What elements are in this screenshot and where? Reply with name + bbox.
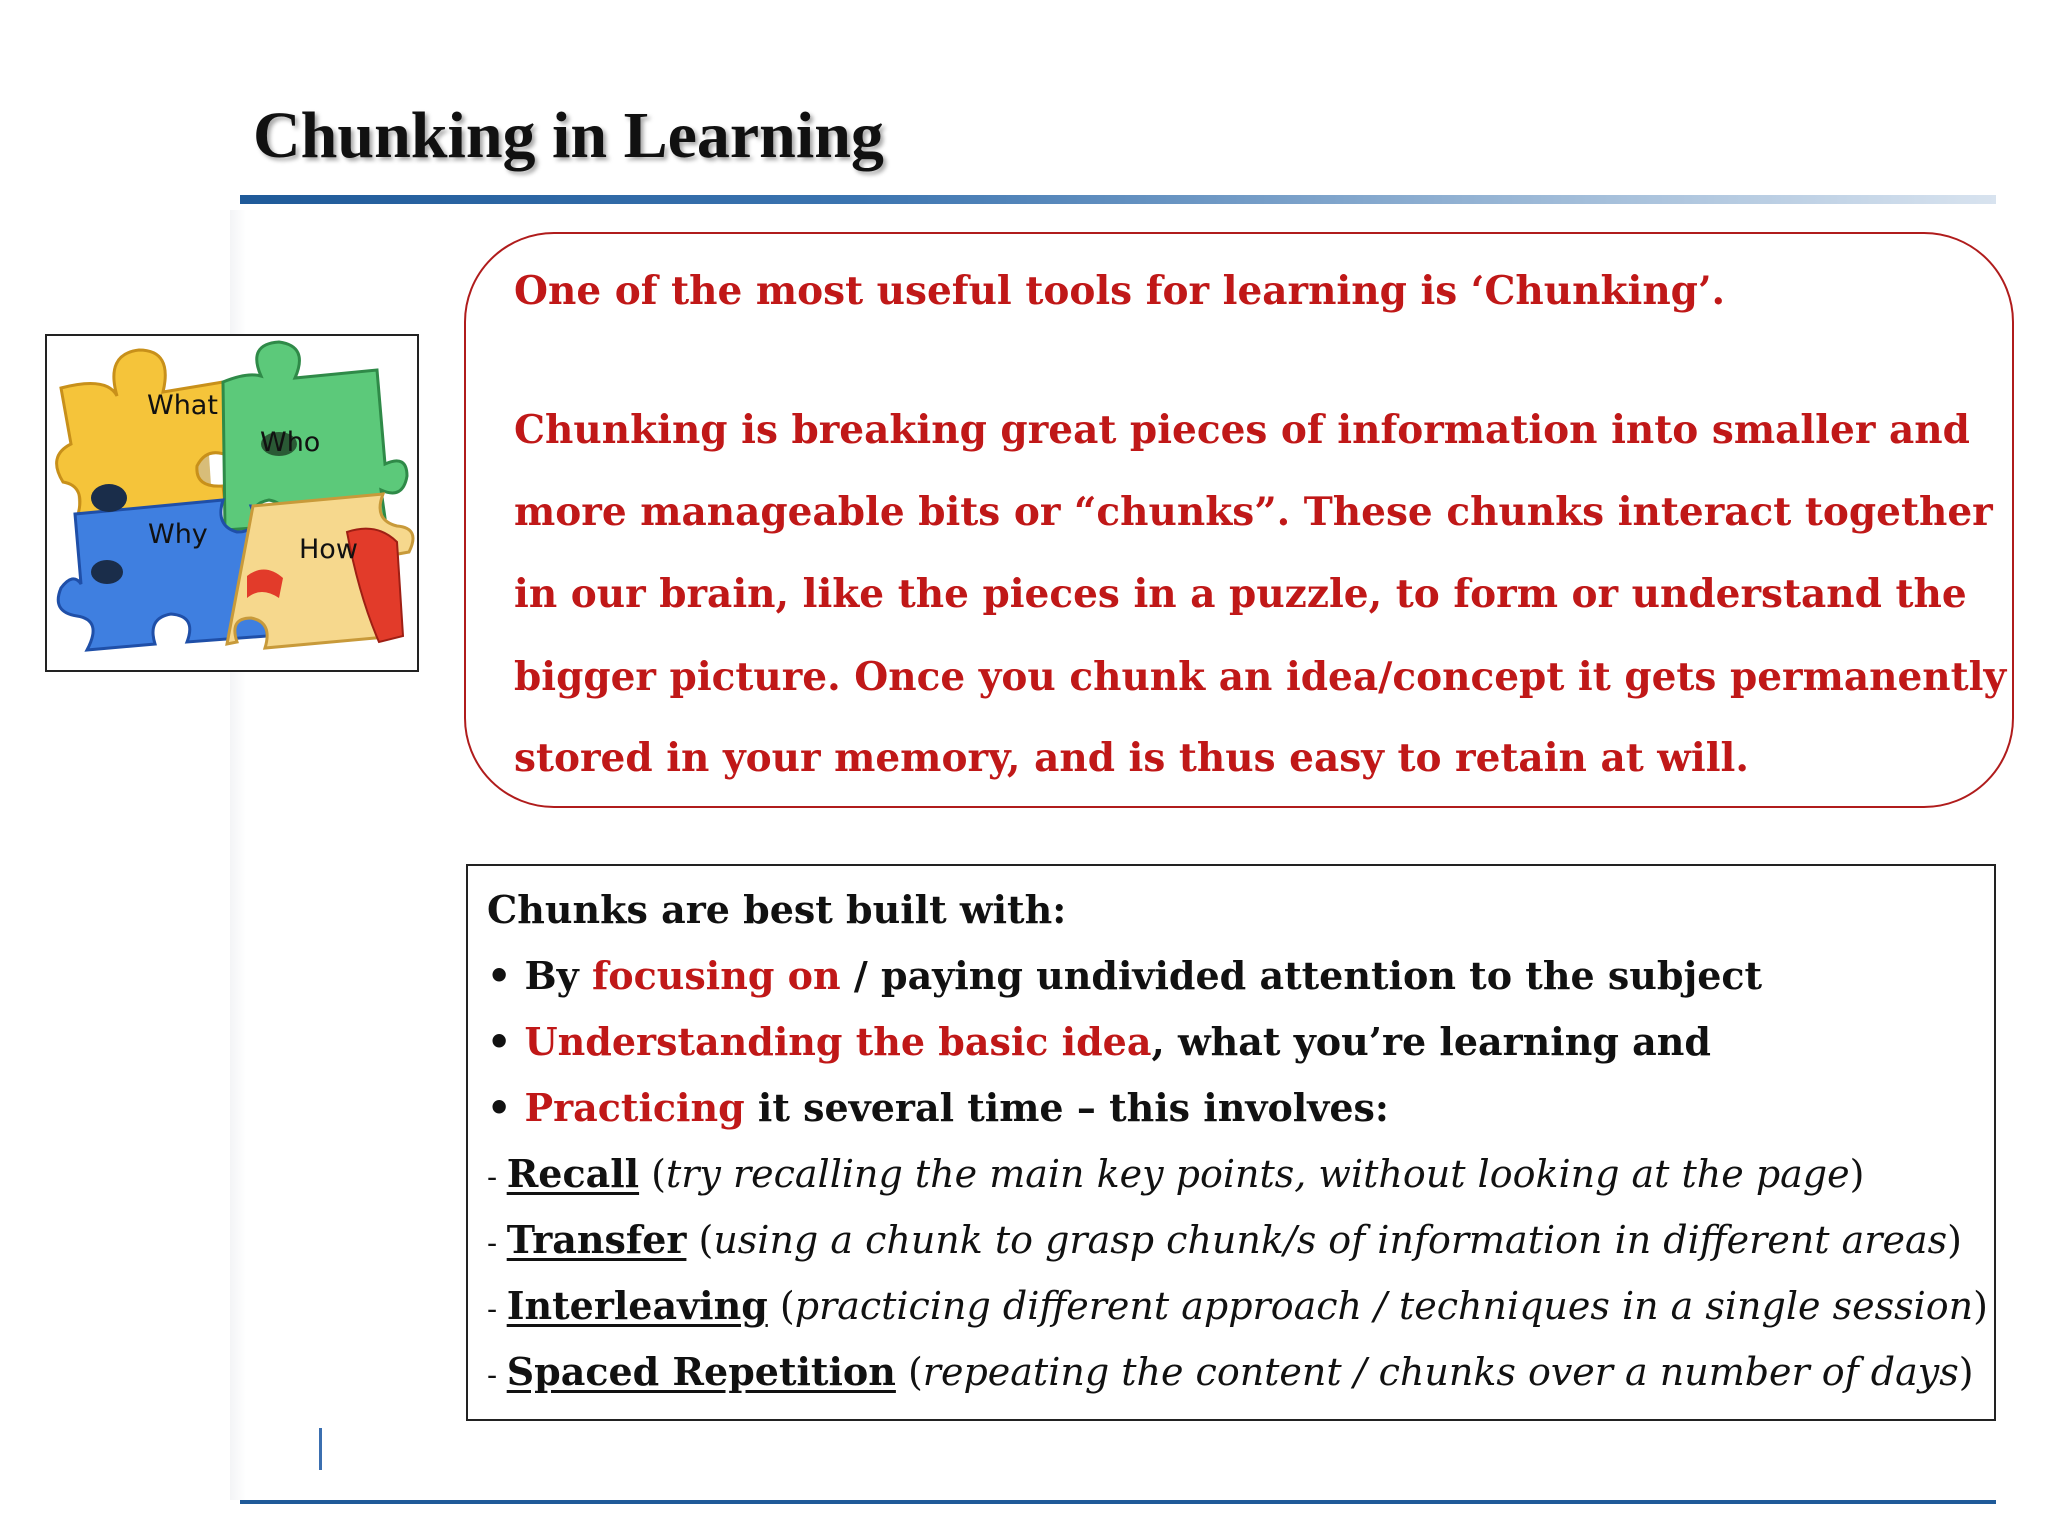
- bullet-focusing: [487, 946, 1762, 1006]
- bullet-understanding: [487, 1012, 1711, 1072]
- chunks-heading: Chunks are best built with:: [487, 887, 1067, 932]
- bullet-highlight: focusing on: [591, 953, 841, 998]
- intro-paragraph-last-line: stored in your memory, and is thus easy to retain at will.: [514, 735, 1749, 781]
- item-dash: -: [487, 1292, 507, 1327]
- item-desc: practicing different approach / techniques in a single session: [794, 1284, 1974, 1328]
- label-what: What: [147, 390, 218, 421]
- slide-title: Chunking in Learning: [253, 99, 884, 172]
- bullet-text: •: [487, 1085, 525, 1130]
- item-desc: using a chunk to grasp chunk/s of information in different areas: [713, 1218, 1948, 1262]
- puzzle-image: [45, 334, 419, 672]
- item-paren: (: [686, 1218, 714, 1262]
- bullet-highlight: Practicing: [524, 1085, 745, 1130]
- item-recall: [487, 1144, 1864, 1208]
- item-paren: ): [1947, 1218, 1962, 1262]
- intro-line: One of the most useful tools for learning is ‘Chunking’.: [514, 268, 1726, 314]
- item-paren: ): [1958, 1350, 1974, 1394]
- title-underline: [240, 195, 1996, 204]
- item-interleaving: [487, 1276, 1988, 1340]
- item-dash: -: [487, 1160, 507, 1195]
- item-term: Spaced Repetition: [506, 1349, 896, 1394]
- bullet-text: •: [487, 1019, 525, 1064]
- label-who: Who: [260, 427, 321, 458]
- bottom-rule: [240, 1500, 1996, 1504]
- item-transfer: [487, 1210, 1962, 1274]
- intro-paragraph-line-4: bigger picture. Once you chunk an idea/concept it gets permanently: [514, 654, 2007, 700]
- item-paren: (: [639, 1152, 666, 1196]
- item-term: Transfer: [506, 1217, 687, 1262]
- item-dash: -: [487, 1358, 507, 1393]
- bullet-text: , what you’re learning and: [1151, 1019, 1711, 1064]
- item-term: Interleaving: [506, 1283, 768, 1328]
- item-desc: repeating the content / chunks over a number of days: [922, 1350, 1959, 1394]
- item-spaced-repetition: [487, 1342, 1974, 1406]
- bullet-highlight: Understanding the basic idea: [524, 1019, 1152, 1064]
- bullet-text: • By: [487, 953, 592, 998]
- item-paren: (: [895, 1350, 923, 1394]
- intro-paragraph-line-3: in our brain, like the pieces in a puzzle, to form or understand the: [514, 571, 1967, 617]
- intro-paragraph-line-1: Chunking is breaking great pieces of information into smaller and: [514, 407, 1970, 453]
- intro-paragraph-line-2: more manageable bits or “chunks”. These chunks interact together: [514, 489, 1993, 535]
- item-term: Recall: [506, 1151, 640, 1196]
- item-dash: -: [487, 1226, 507, 1261]
- label-how: How: [299, 534, 358, 565]
- bullet-text: it several time – this involves:: [744, 1085, 1389, 1130]
- bullet-practicing: [487, 1078, 1389, 1138]
- item-paren: ): [1973, 1284, 1988, 1328]
- bullet-text: / paying undivided attention to the subject: [840, 953, 1763, 998]
- text-cursor-mark: [319, 1428, 322, 1470]
- item-paren: ): [1849, 1152, 1865, 1196]
- label-why: Why: [148, 519, 208, 550]
- puzzle-pieces-icon: [47, 336, 417, 670]
- item-desc: try recalling the main key points, without looking at the page: [665, 1152, 1850, 1196]
- item-paren: (: [767, 1284, 795, 1328]
